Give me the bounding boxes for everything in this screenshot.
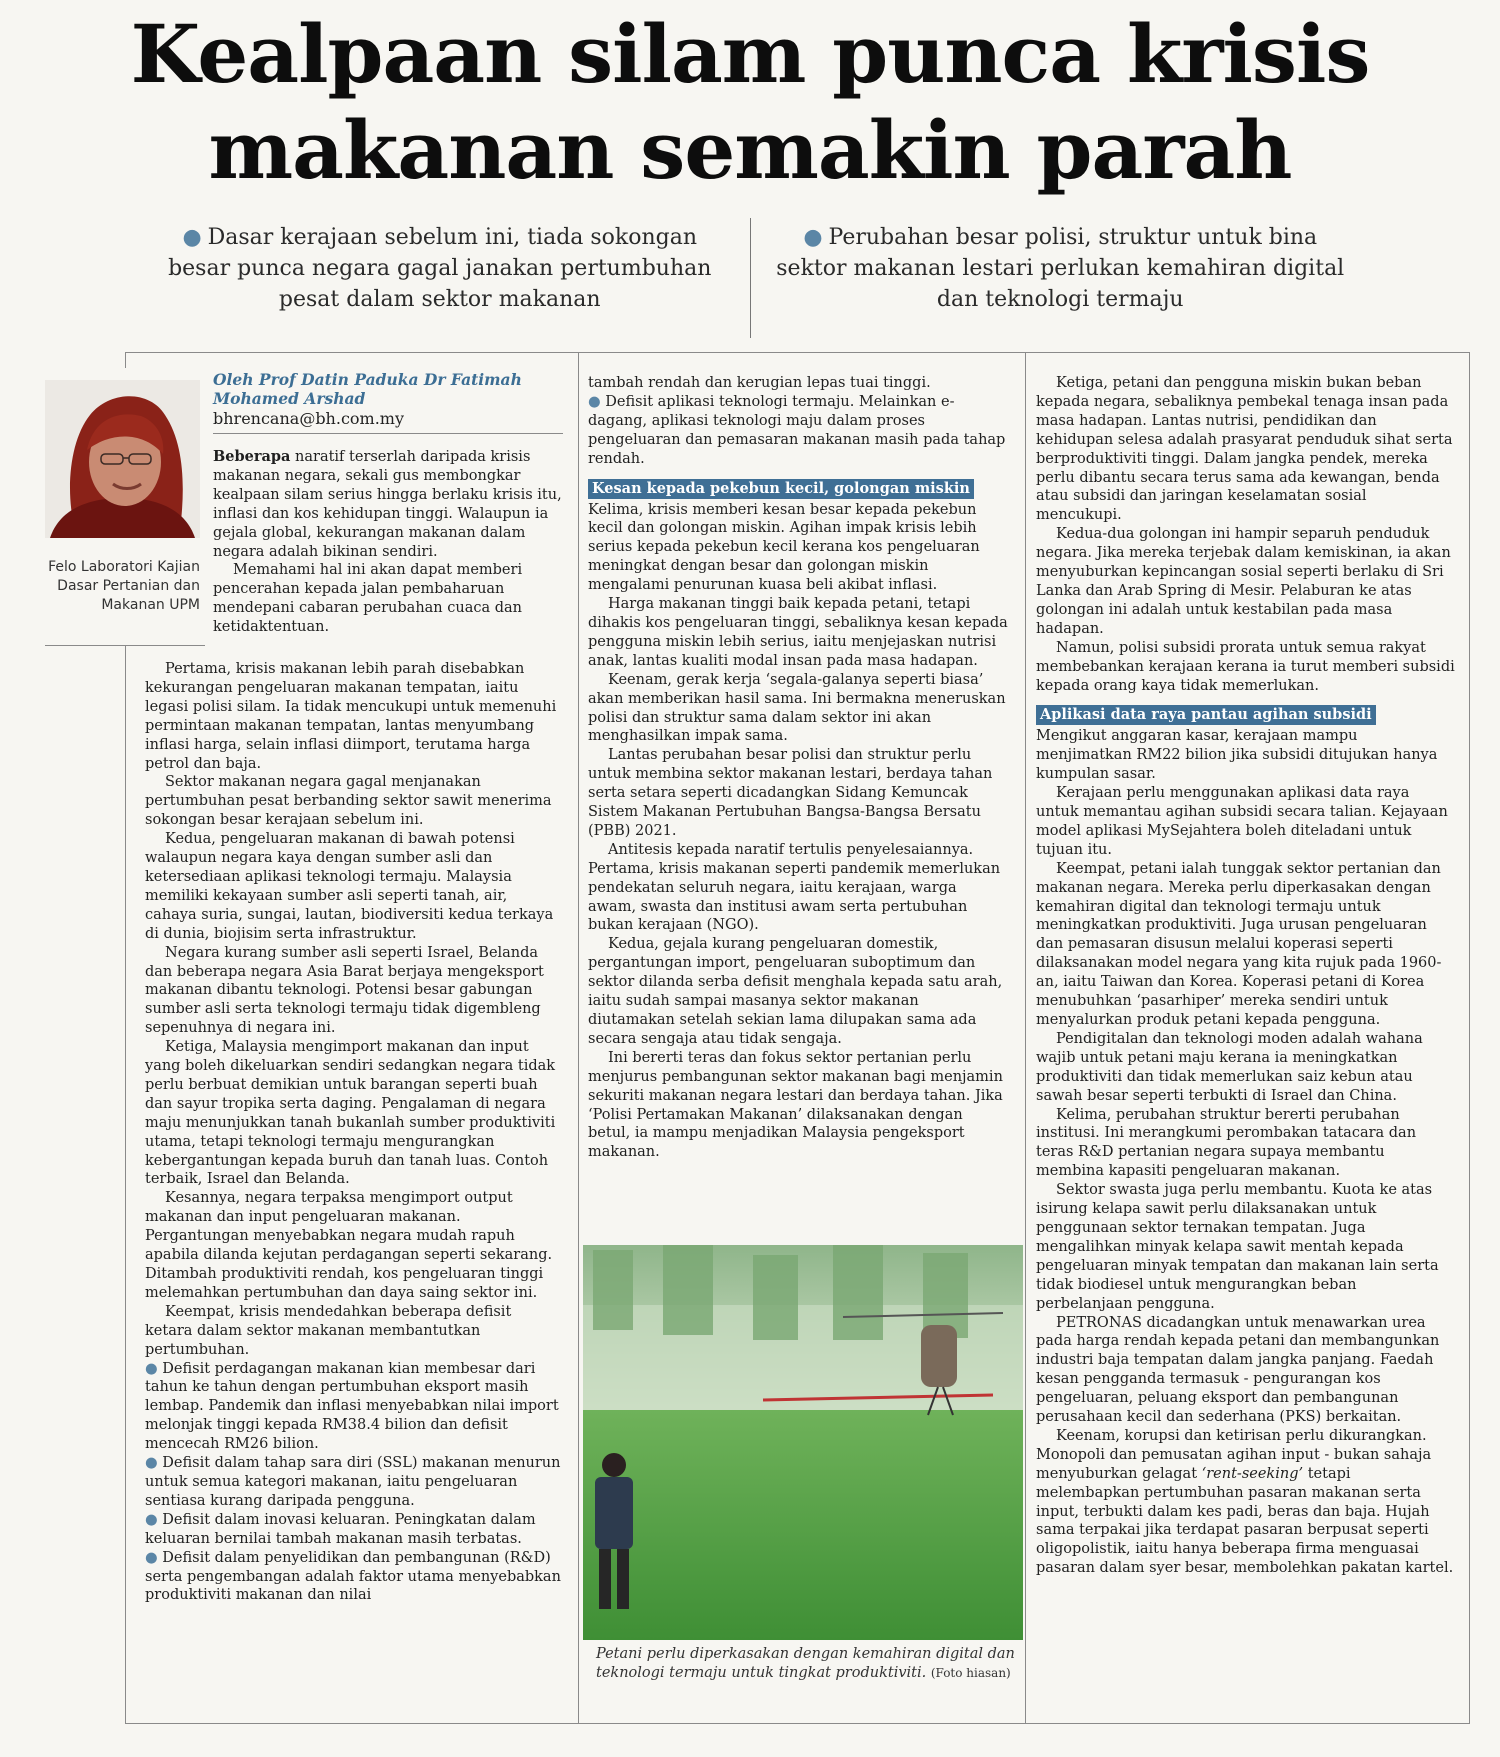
author-photo	[45, 380, 200, 538]
bullet-text: Defisit aplikasi teknologi termaju. Melainkan e-dagang, aplikasi teknologi maju dalam proses pengeluaran dan pemasaran makanan masih pada tahap rendah.	[588, 393, 1006, 467]
paragraph: Keenam, gerak kerja ‘segala-galanya seperti biasa’ akan memberikan hasil sama. Ini bermakna meneruskan polisi dan struktur sama dalam sektor ini akan menghasilkan impak sama.	[588, 671, 1006, 745]
paragraph: Kedua-dua golongan ini hampir separuh penduduk negara. Jika mereka terjebak dalam kemiskinan, ia akan menyuburkan kepincangan sosial seperti berlaku di Sri Lanka dan Arab Spring di Mesir. Pelaburan ke atas golongan ini adalah untuk kestabilan pada masa hadapan.	[1036, 526, 1451, 637]
column-3	[1036, 374, 1456, 1578]
paragraph: Keempat, petani ialah tunggak sektor pertanian dan makanan negara. Mereka perlu diperkasakan dengan kemahiran digital dan teknologi termaju untuk meningkatkan produktiviti. Juga urusan pengeluaran dan pemasaran disusun melalui koperasi seperti dilaksanakan model negara yang kita rujuk pada 1960-an, iaitu Taiwan dan Korea. Koperasi petani di Korea menubuhkan ‘pasarhiper’ mereka sendiri untuk menyalurkan produk petani kepada pengguna.	[1036, 860, 1442, 1028]
paragraph: Memahami hal ini akan dapat memberi pencerahan kepada jalan pembaharuan mendepani cabaran perubahan cuaca dan ketidaktentuan.	[213, 562, 523, 636]
paragraph: Antitesis kepada naratif tertulis penyelesaiannya. Pertama, krisis makanan seperti pandemik memerlukan pendekatan seluruh negara, iaitu kerajaan, warga awam, swasta dan institusi awam serta pertubuhan bukan kerajaan (NGO).	[588, 841, 1001, 934]
paragraph: Mengikut anggaran kasar, kerajaan mampu menjimatkan RM22 bilion jika subsidi ditujukan hanya kumpulan sasar.	[1036, 728, 1438, 783]
author-box	[45, 368, 205, 646]
paragraph-text: naratif terserlah daripada krisis makanan negara, sekali gus membongkar kealpaan silam serius hingga berlaku krisis itu, inflasi dan kos kehidupan tinggi. Walaupun ia gejala global, kekurangan makanan dalam negara adalah bikinan sendiri.	[213, 449, 562, 560]
bullet-item	[145, 1549, 563, 1606]
author-caption: Felo Laboratori Kajian Dasar Pertanian dan Makanan UPM	[48, 559, 200, 613]
paragraph: Kesannya, negara terpaksa mengimport output makanan dan input pengeluaran makanan. Pergantungan menyebabkan negara mudah rapuh apabila dilanda kejutan perdagangan seperti sekarang. Ditambah produktiviti rendah, kos pengeluaran tinggi melemahkan pertumbuhan dan daya saing sektor ini.	[145, 1190, 553, 1301]
bullet-text: Defisit dalam penyelidikan dan pembangunan (R&D) serta pengembangan adalah faktor utama menyebabkan produktiviti makanan dan nilai	[145, 1549, 561, 1604]
bullet-item	[588, 393, 1008, 469]
paragraph: Negara kurang sumber asli seperti Israel, Belanda dan beberapa negara Asia Barat berjaya mengeksport makanan dibantu teknologi. Potensi besar gabungan sumber asli serta teknologi termaju tidak digembleng sepenuhnya di negara ini.	[145, 944, 544, 1037]
column-2	[588, 374, 1008, 1162]
deck-row	[130, 218, 1370, 338]
headline-line-2: makanan semakin parah	[208, 103, 1292, 197]
bullet-dot-icon: ●	[182, 225, 202, 250]
author-email: bhrencana@bh.com.my	[213, 409, 405, 428]
paragraph: Keempat, krisis mendedahkan beberapa defisit ketara dalam sektor makanan membantutkan pertumbuhan.	[145, 1303, 512, 1358]
lead-word: Beberapa	[213, 448, 291, 465]
paragraph: Sektor swasta juga perlu membantu. Kuota ke atas isirung kelapa sawit perlu dilaksanakan untuk penggunaan sektor ternakan tempatan. Juga mengalihkan minyak kelapa sawit mentah kepada pengeluaran minyak tempatan dan makanan lain serta tidak biodiesel untuk mengurangkan beban perbelanjaan pengguna.	[1036, 1182, 1439, 1312]
paragraph: Kelima, krisis memberi kesan besar kepada pekebun kecil dan golongan miskin. Agihan impak krisis lebih serius kepada pekebun kecil kerana kos pengeluaran meningkat dengan besar dan golongan miskin mengalami penurunan kuasa beli akibat inflasi.	[588, 501, 980, 594]
paragraph: Ini bererti teras dan fokus sektor pertanian perlu menjurus pembangunan sektor makanan bagi menjamin sekuriti makanan negara lestari dan berdaya tahan. Jika ‘Polisi Pertamakan Makanan’ dilaksanakan dengan betul, ia mampu menjadikan Malaysia pengeksport makanan.	[588, 1049, 1003, 1161]
paragraph: Pertama, krisis makanan lebih parah disebabkan kekurangan pengeluaran makanan tempatan, iaitu legasi polisi silam. Ia tidak mencukupi untuk memenuhi permintaan makanan tempatan, lantas menyumbang inflasi harga, selain inflasi diimport, terutama harga petrol dan baja.	[145, 661, 557, 772]
subhead: Aplikasi data raya pantau agihan subsidi	[1036, 705, 1376, 725]
photo-caption-text: Petani perlu diperkasakan dengan kemahiran digital dan teknologi termaju untuk tingkat produktiviti.	[596, 1646, 1015, 1681]
headline-line-1: Kealpaan silam punca krisis	[130, 7, 1370, 101]
paragraph: Namun, polisi subsidi prorata untuk semua rakyat membebankan kerajaan kerana ia turut memberi subsidi kepada orang kaya tidak memerlukan.	[1036, 639, 1455, 694]
column-1	[145, 660, 563, 1605]
bullet-dot-icon: ●	[145, 1549, 163, 1566]
paragraph-text: Keenam, korupsi dan ketirisan perlu dikurangkan. Monopoli dan pemusatan agihan input - bukan sahaja menyuburkan gelagat	[1036, 1427, 1432, 1482]
column-divider	[1025, 352, 1026, 1724]
paragraph: Harga makanan tinggi baik kepada petani, tetapi dihakis kos pengeluaran tinggi, sebaliknya kesan kepada pengguna miskin lebih serius, iaitu menjejaskan nutrisi anak, lantas kualiti modal insan pada masa hadapan.	[588, 596, 1008, 669]
bullet-dot-icon: ●	[803, 225, 823, 250]
paragraph: Ketiga, petani dan pengguna miskin bukan beban kepada negara, sebaliknya pembekal tenaga insan pada masa hadapan. Lantas nutrisi, pendidikan dan kehidupan selesa adalah prasyarat penduduk sihat serta berproduktiviti tinggi. Dalam jangka pendek, mereka perlu dibantu secara terus sama ada kewangan, benda atau subsidi dan jaringan keselamatan sosial mencukupi.	[1036, 375, 1453, 524]
bullet-dot-icon: ●	[588, 393, 606, 410]
bullet-text: Defisit dalam tahap sara diri (SSL) makanan menurun untuk semua kategori makanan, iaitu pengeluaran sentiasa kurang daripada pengguna.	[145, 1455, 561, 1509]
headline	[60, 6, 1440, 198]
paragraph: Pendigitalan dan teknologi moden adalah wahana wajib untuk petani maju kerana ia meningkatkan produktiviti dan tidak memerlukan saiz kebun atau sawah besar seperti terbukti di Israel dan China.	[1036, 1030, 1423, 1104]
deck-right	[751, 218, 1371, 338]
paragraph: Kedua, gejala kurang pengeluaran domestik, pergantungan import, pengeluaran suboptimum dan sektor dilanda serba defisit menghala kepada satu arah, iaitu sudah sampai masanya sektor makanan diutamakan setelah sekian lama dilupakan sama ada secara sengaja atau tidak sengaja.	[588, 936, 1003, 1047]
paragraph: Lantas perubahan besar polisi dan struktur perlu untuk membina sektor makanan lestari, berdaya tahan serta setara seperti dicadangkan Sidang Kemuncak Sistem Makanan Pertubuhan Bangsa-Bangsa Bersatu (PBB) 2021.	[588, 747, 993, 839]
deck-left-text: Dasar kerajaan sebelum ini, tiada sokongan besar punca negara gagal janakan pertumbuhan pesat dalam sektor makanan	[168, 225, 712, 312]
bullet-text: Defisit perdagangan makanan kian membesar dari tahun ke tahun dengan pertumbuhan eksport masih lembap. Pandemik dan inflasi menyebabkan nilai import melonjak tinggi kepada RM38.4 bilion dan defisit mencecah RM26 bilion.	[145, 1360, 559, 1453]
bullet-dot-icon: ●	[145, 1455, 163, 1472]
byline	[213, 370, 563, 434]
paragraph	[213, 448, 563, 561]
paragraph: Kedua, pengeluaran makanan di bawah potensi walaupun negara kaya dengan sumber asli dan ketersediaan aplikasi teknologi termaju. Malaysia memiliki kekayaan sumber asli seperti tanah, air, cahaya suria, sungai, lautan, biodiversiti kedua terkaya di dunia, biojisim serta infrastruktur.	[145, 831, 554, 942]
paragraph: tambah rendah dan kerugian lepas tuai tinggi.	[588, 375, 931, 391]
author-name: Oleh Prof Datin Paduka Dr Fatimah Mohamed Arshad	[213, 370, 522, 408]
photo-credit: (Foto hiasan)	[930, 1666, 1011, 1680]
bullet-item	[145, 1511, 563, 1549]
paragraph: PETRONAS dicadangkan untuk menawarkan urea pada harga rendah kepada petani dan membangunkan industri baja tempatan dalam jangka panjang. Faedah kesan pengganda termasuk - pengurangan kos pengeluaran, peluang eksport dan pembangunan perusahaan kecil dan sederhana (PKS) berkaitan.	[1036, 1314, 1440, 1426]
deck-right-text: Perubahan besar polisi, struktur untuk bina sektor makanan lestari perlukan kemahiran digital dan teknologi termaju	[776, 225, 1345, 312]
bullet-dot-icon: ●	[145, 1511, 163, 1528]
photo-caption	[596, 1645, 1016, 1683]
column-divider	[578, 352, 579, 1724]
deck-left	[130, 218, 750, 338]
italic-term: ‘rent-seeking’	[1201, 1465, 1304, 1482]
bullet-text: Defisit dalam inovasi keluaran. Peningkatan dalam keluaran bernilai tambah makanan masih terbatas.	[145, 1511, 536, 1547]
paragraph-text: tetapi melembapkan pertumbuhan pasaran makanan serta input, terbukti dalam kes padi, beras dan baja. Hujah sama terpakai jika terdapat pasaran berpusat seperti oligopolistik, iaitu hanya beberapa firma menguasai pasaran dalam syer besar, membolehkan pakatan kartel.	[1036, 1465, 1454, 1577]
article-photo	[583, 1245, 1023, 1640]
paragraph: Kelima, perubahan struktur bererti perubahan institusi. Ini merangkumi perombakan tatacara dan teras R&D pertanian negara supaya membantu membina kapasiti pengeluaran makanan.	[1036, 1106, 1417, 1180]
bullet-item	[145, 1454, 563, 1511]
bullet-item	[145, 1360, 563, 1455]
bullet-dot-icon: ●	[145, 1360, 163, 1377]
column-1-intro	[213, 448, 563, 637]
paragraph: Sektor makanan negara gagal menjanakan pertumbuhan pesat berbanding sektor sawit menerima sokongan besar kerajaan sebelum ini.	[145, 774, 552, 829]
paragraph	[1036, 1427, 1456, 1578]
paragraph: Kerajaan perlu menggunakan aplikasi data raya untuk memantau agihan subsidi secara talian. Kejayaan model aplikasi MySejahtera boleh diteladani untuk tujuan itu.	[1036, 785, 1448, 858]
paragraph: Ketiga, Malaysia mengimport makanan dan input yang boleh dikeluarkan sendiri sedangkan negara tidak perlu berbuat demikian untuk barangan seperti buah dan sayur tropika serta daging. Pengalaman di negara maju menunjukkan tanah bukanlah sumber produktiviti utama, tetapi teknologi termaju mengurangkan kebergantungan kepada buruh dan tanah luas. Contoh terbaik, Israel dan Belanda.	[145, 1039, 556, 1188]
subhead: Kesan kepada pekebun kecil, golongan miskin	[588, 479, 974, 499]
